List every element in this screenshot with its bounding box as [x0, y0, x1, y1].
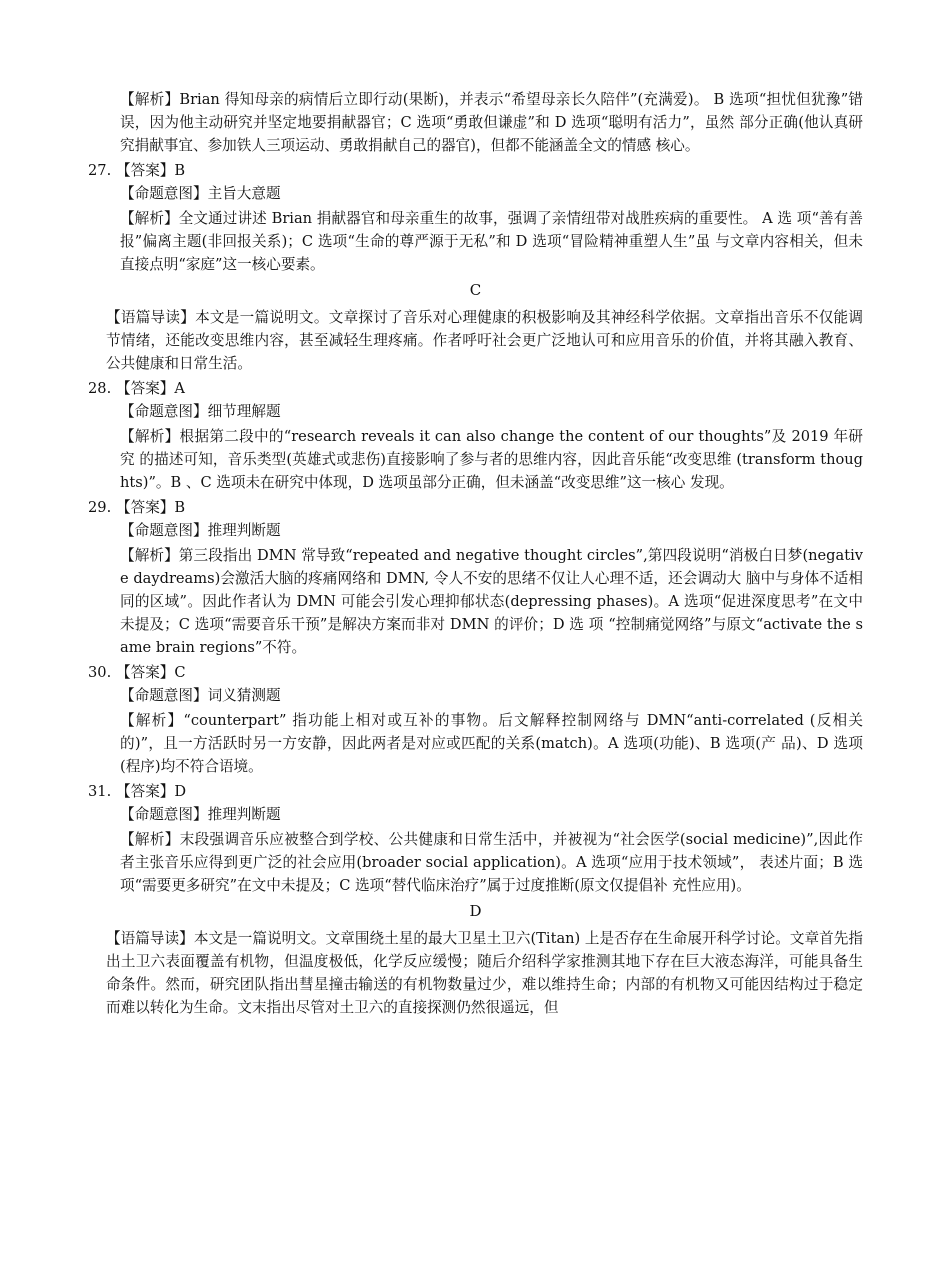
- question-number: 29.: [88, 499, 112, 516]
- answer-line: [88, 780, 863, 803]
- explanation-paragraph: 【解析】全文通过讲述 Brian 捐献器官和母亲重生的故事，强调了亲情纽带对战胜疾病的重要性。 A 选 项“善有善报”偏离主题(非回报关系)；C 选项“生命的尊严源于无私”和 D 选项“冒险精神重塑人生”虽 与文章内容相关，但未直接点明“家庭”这一核心要素。: [120, 210, 863, 273]
- passage-guide: 【语篇导读】本文是一篇说明文。文章探讨了音乐对心理健康的积极影响及其神经科学依据。文章指出音乐不仅能调节情绪，还能改变思维内容，甚至减轻生理疼痛。作者呼吁社会更广泛地认可和应用音乐的价值，并将其融入教育、公共健康和日常生活。: [106, 309, 863, 372]
- answer-text: 【答案】A: [116, 380, 185, 397]
- answer-key-page: [88, 88, 863, 1021]
- question-number: 27.: [88, 162, 112, 179]
- passage-guide: 【语篇导读】本文是一篇说明文。文章围绕土星的最大卫星土卫六(Titan) 上是否存在生命展开科学讨论。文章首先指出土卫六表面覆盖有机物，但温度极低，化学反应缓慢；随后介绍科学家推测其地下存在巨大液态海洋，可能具备生命条件。然而，研究团队指出彗星撞击输送的有机物数量过少，难以维持生命；内部的有机物又可能因结构过于稳定而难以转化为生命。文末指出尽管对土卫六的直接探测仍然很遥远，但: [106, 930, 863, 1016]
- question-number: 28.: [88, 380, 112, 397]
- answer-line: [88, 377, 863, 400]
- answer-line: [88, 159, 863, 182]
- explanation-paragraph: 【解析】末段强调音乐应被整合到学校、公共健康和日常生活中，并被视为“社会医学(social medicine)”,因此作者主张音乐应得到更广泛的社会应用(broader social application)。A 选项“应用于技术领域”， 表述片面；B 选项“需要更多研究”在文中未提及；C 选项“替代临床治疗”属于过度推断(原文仅提倡补 充性应用)。: [120, 831, 863, 894]
- explanation-paragraph: 【命题意图】细节理解题: [120, 403, 281, 420]
- explanation-paragraph: 【命题意图】推理判断题: [120, 522, 281, 539]
- explanation-paragraph: 【命题意图】推理判断题: [120, 806, 281, 823]
- explanation-paragraph: 【命题意图】词义猜测题: [120, 687, 281, 704]
- answer-text: 【答案】D: [116, 783, 187, 800]
- explanation-paragraph: 【解析】Brian 得知母亲的病情后立即行动(果断)，并表示“希望母亲长久陪伴”(充满爱)。 B 选项“担忧但犹豫”错误，因为他主动研究并坚定地要捐献器官；C 选项“勇敢但谦虚”和 D 选项“聪明有活力”，虽然 部分正确(他认真研究捐献事宜、参加铁人三项运动、勇敢捐献自己的器官)，但都不能涵盖全文的情感 核心。: [120, 91, 863, 154]
- answer-text: 【答案】B: [116, 499, 186, 516]
- explanation-paragraph: 【命题意图】主旨大意题: [120, 185, 281, 202]
- question-number: 31.: [88, 783, 112, 800]
- answer-text: 【答案】C: [116, 664, 186, 681]
- section-heading: C: [469, 281, 482, 299]
- explanation-paragraph: 【解析】根据第二段中的“research reveals it can also change the content of our thoughts”及 2019 年研究 的描述可知，音乐类型(英雄式或悲伤)直接影响了参与者的思维内容，因此音乐能“改变思维 (transform thoughts)”。B 、C 选项未在研究中体现，D 选项虽部分正确，但未涵盖“改变思维”这一核心 发现。: [120, 428, 863, 491]
- explanation-paragraph: 【解析】第三段指出 DMN 常导致“repeated and negative thought circles”,第四段说明“消极白日梦(negative daydreams)会激活大脑的疼痛网络和 DMN, 令人不安的思绪不仅让人心理不适，还会调动大 脑中与身体不适相同的区域”。因此作者认为 DMN 可能会引发心理抑郁状态(depressing phases)。A 选项“促进深度思考”在文中未提及；C 选项“需要音乐干预”是解决方案而非对 DMN 的评价；D 选 项 “控制痛觉网络”与原文“activate the same brain regions”不符。: [120, 547, 863, 656]
- answer-line: [88, 496, 863, 519]
- section-heading: D: [469, 902, 482, 920]
- question-number: 30.: [88, 664, 112, 681]
- answer-text: 【答案】B: [116, 162, 186, 179]
- explanation-paragraph: 【解析】“counterpart” 指功能上相对或互补的事物。后文解释控制网络与 DMN“anti-correlated (反相关 的)”，且一方活跃时另一方安静，因此两者是对应或匹配的关系(match)。A 选项(功能)、B 选项(产 品)、D 选项(程序)均不符合语境。: [120, 712, 863, 775]
- answer-line: [88, 661, 863, 684]
